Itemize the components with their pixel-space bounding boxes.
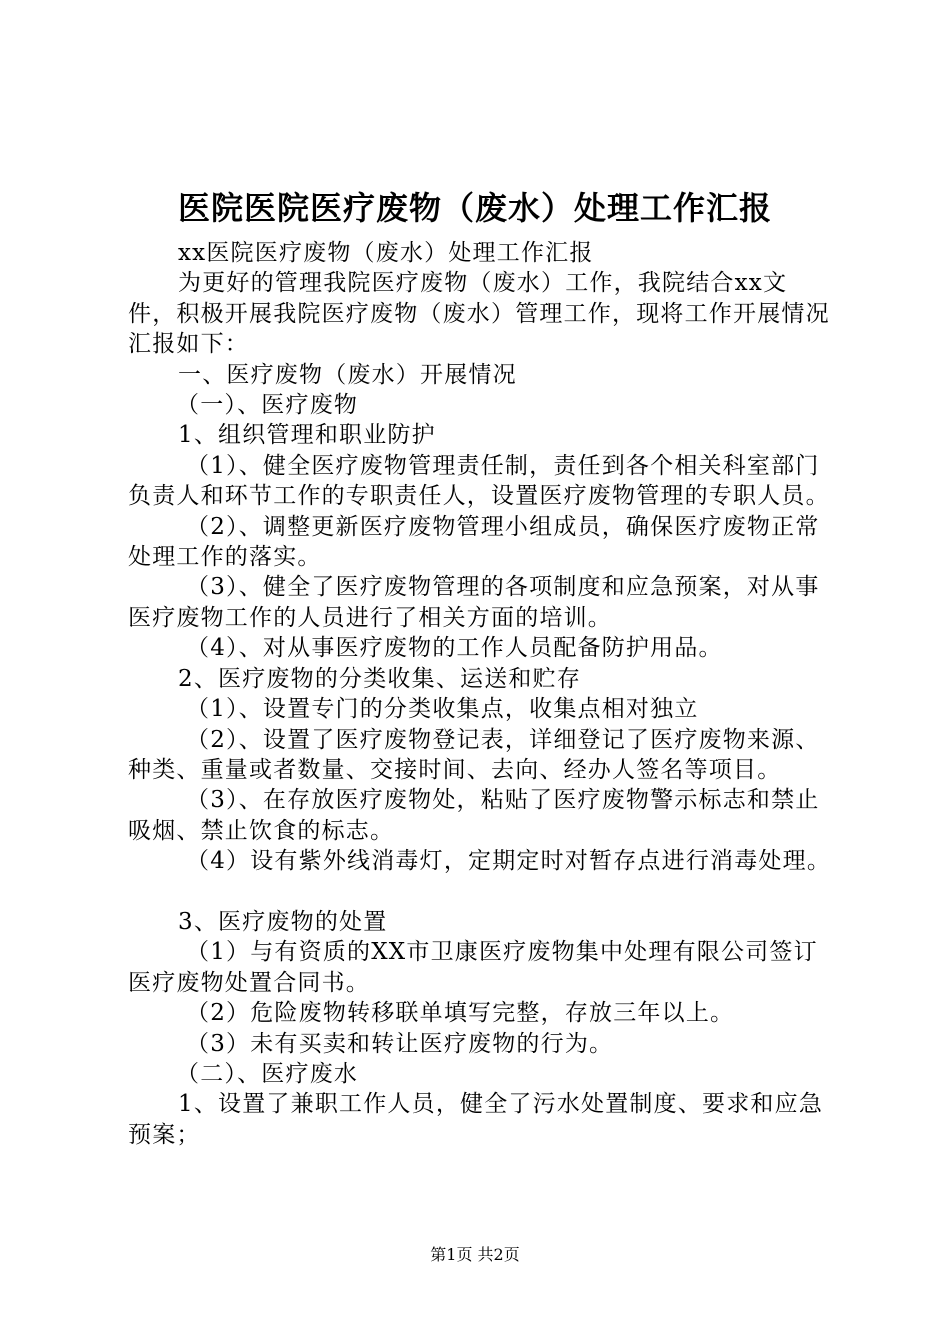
paragraph-subtitle: xx医院医疗废物（废水）处理工作汇报 [178,240,594,266]
subsection-heading-2: （二）、医疗废水 [176,1060,359,1087]
paragraph-item: （4）设有紫外线消毒灯，定期定时对暂存点进行消毒处理。 [186,848,832,875]
paragraph-item: （1）、健全医疗废物管理责任制，责任到各个相关科室部门负责人和环节工作的专职责任人，设置医疗废物管理的专职人员。 [128,452,830,510]
paragraph-item: （3）、在存放医疗废物处，粘贴了医疗废物警示标志和禁止吸烟、禁止饮食的标志。 [128,787,820,844]
document-title: 医院医院医疗废物（废水）处理工作汇报 [177,189,772,227]
item-heading-1: 1、组织管理和职业防护 [178,422,436,449]
blank-line [128,877,832,907]
paragraph-item: （2）危险废物转移联单填写完整，存放三年以上。 [186,1000,735,1027]
paragraph-item: （2）、调整更新医疗废物管理小组成员，确保医疗废物正常处理工作的落实。 [128,513,820,571]
paragraph-item: （3）、健全了医疗废物管理的各项制度和应急预案，对从事医疗废物工作的人员进行了相关方面的培训。 [128,574,820,631]
subsection-heading-1: （一）、医疗废物 [176,392,359,419]
page-footer: 第1页 共2页 [430,1245,520,1264]
paragraph-item: （1）、设置专门的分类收集点，收集点相对独立 [186,696,699,723]
paragraph-item: 1、设置了兼职工作人员，健全了污水处置制度、要求和应急预案； [128,1091,824,1148]
item-heading-2: 2、医疗废物的分类收集、运送和贮存 [178,665,582,692]
section-heading-1: 一、医疗废物（废水）开展情况 [178,361,517,388]
paragraph-item: （3）未有买卖和转让医疗废物的行为。 [186,1030,614,1057]
paragraph-item: （4）、对从事医疗废物的工作人员配备防护用品。 [186,635,723,662]
item-heading-3: 3、医疗废物的处置 [178,908,388,935]
paragraph-intro: 为更好的管理我院医疗废物（废水）工作，我院结合xx文件，积极开展我院医疗废物（废水）管理工作，现将工作开展情况汇报如下： [128,270,830,358]
document-body [128,238,832,1150]
paragraph-item: （1）与有资质的XX市卫康医疗废物集中处理有限公司签订医疗废物处置合同书。 [128,939,818,996]
paragraph-item: （2）、设置了医疗废物登记表，详细登记了医疗废物来源、种类、重量或者数量、交接时间、去向、经办人签名等项目。 [128,726,820,783]
